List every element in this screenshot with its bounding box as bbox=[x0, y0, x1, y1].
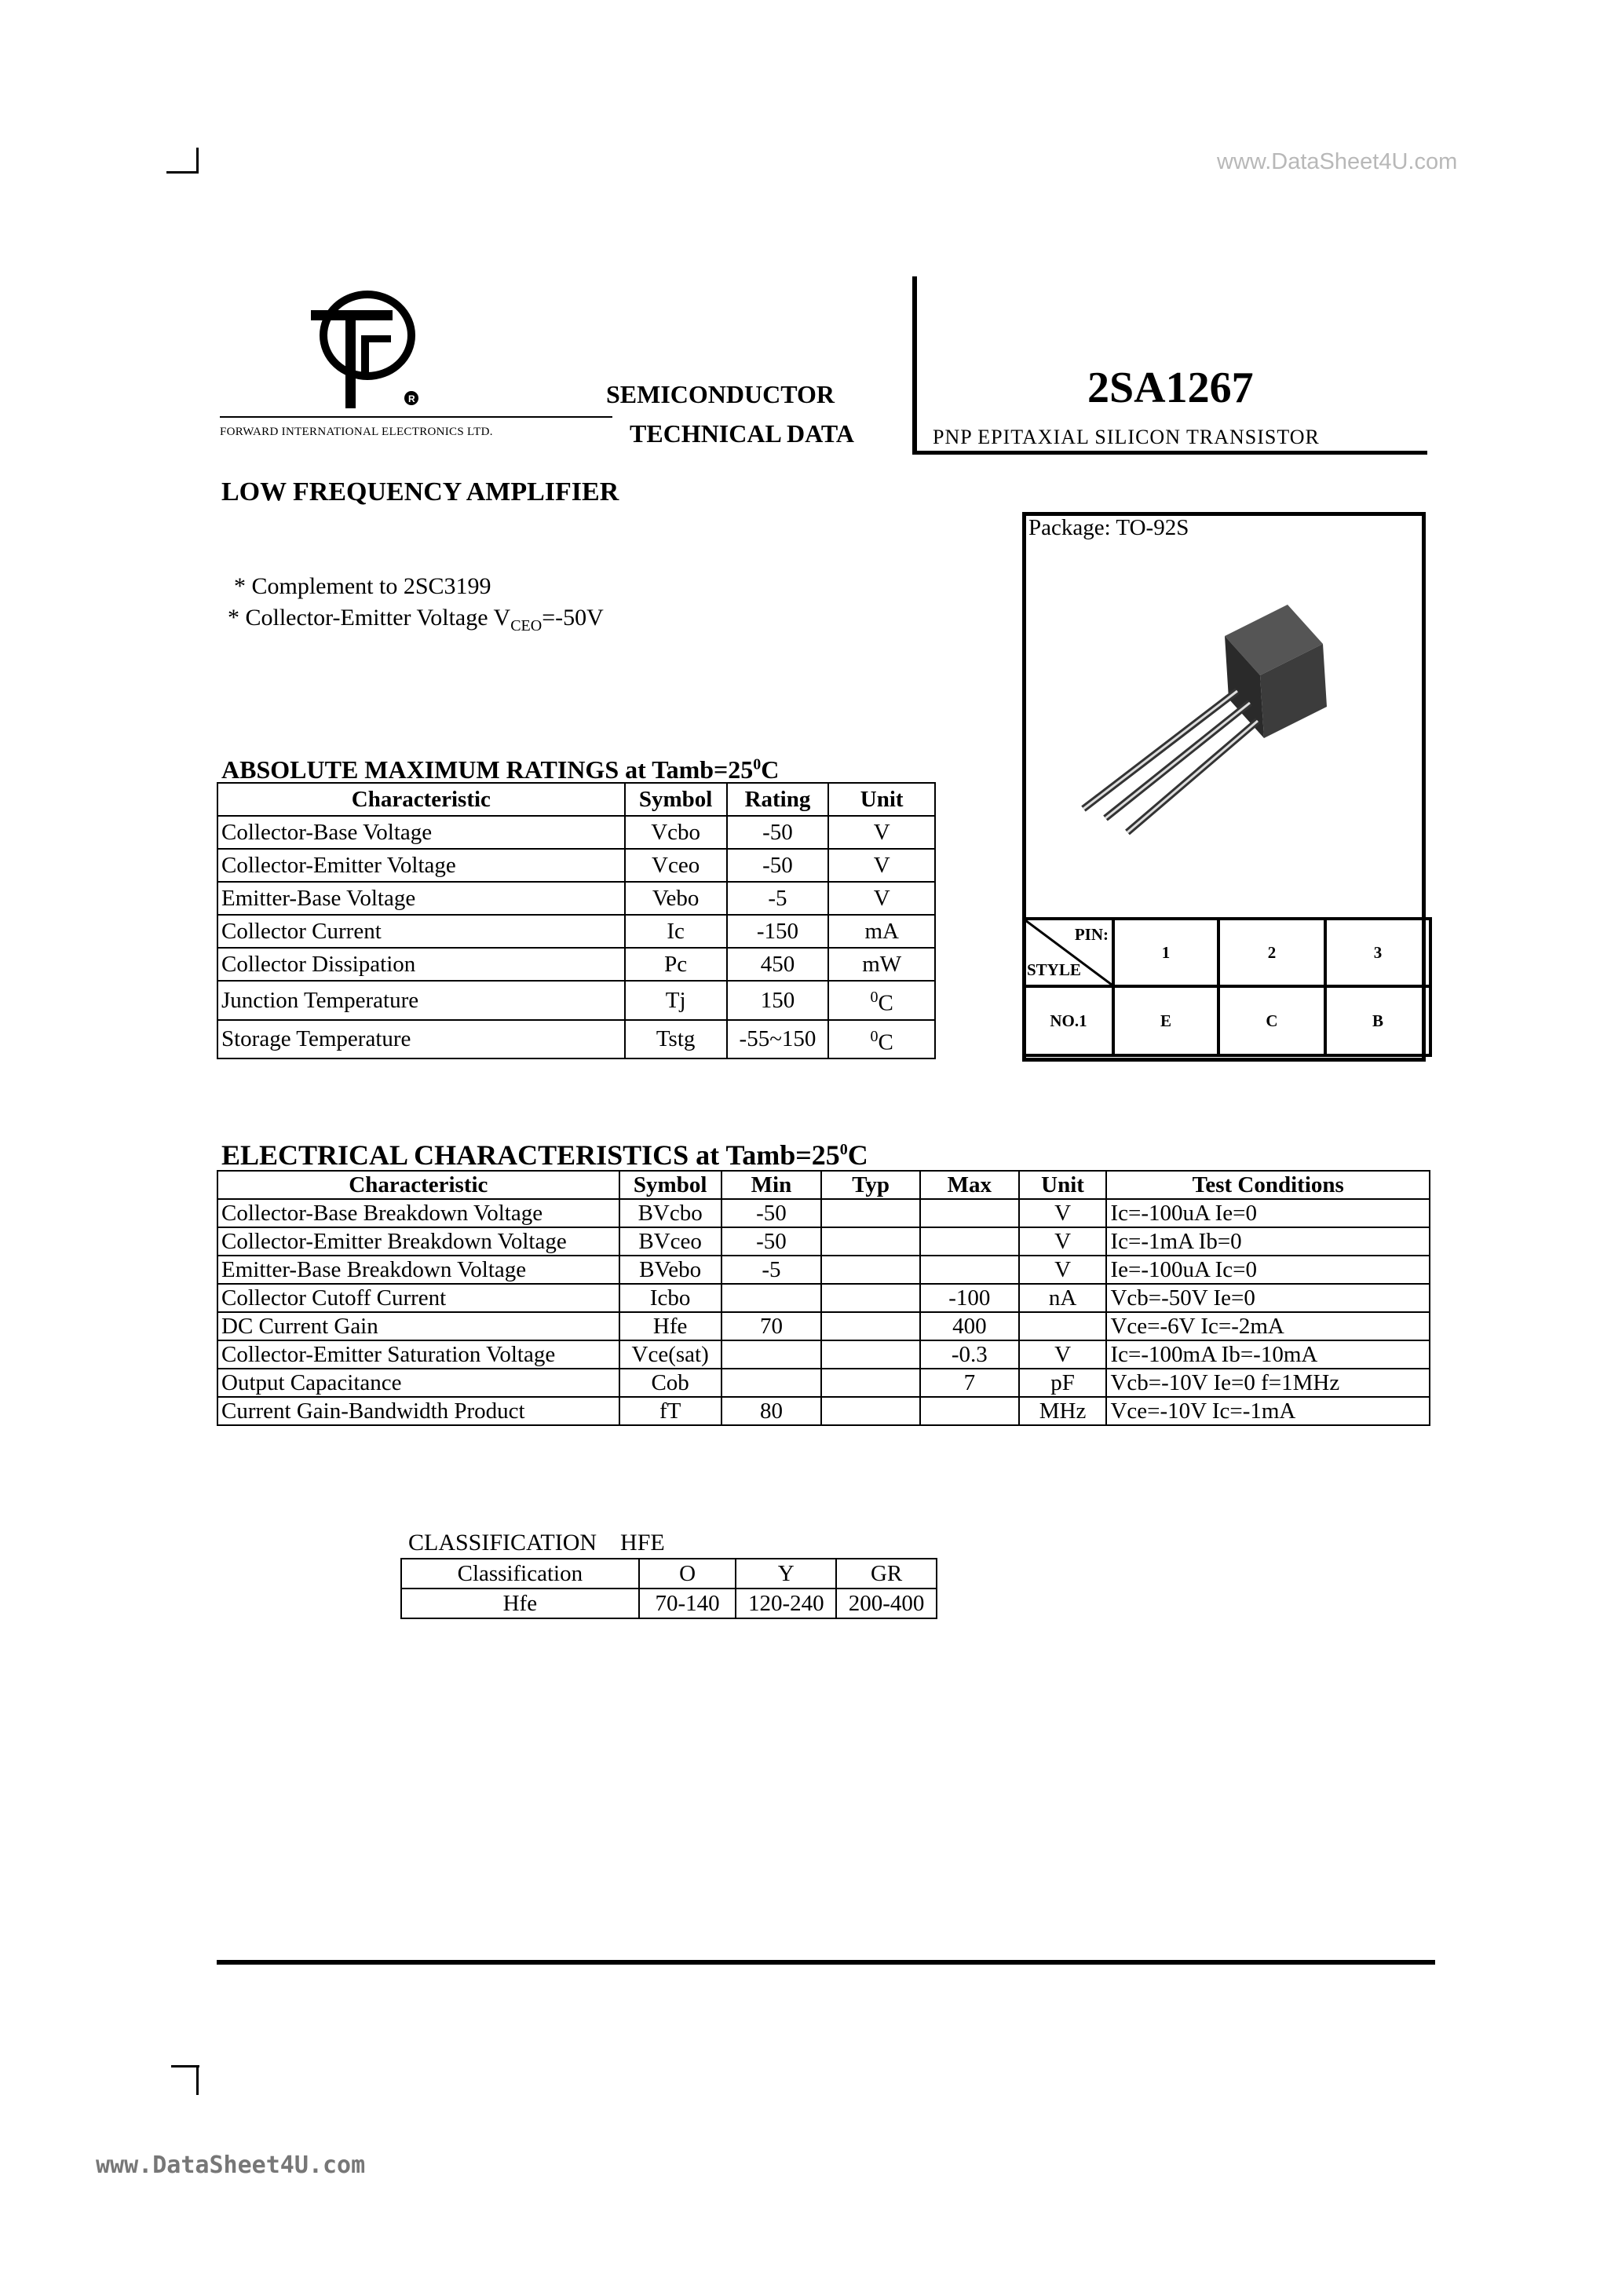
electrical-max: 400 bbox=[920, 1312, 1019, 1340]
electrical-max: 7 bbox=[920, 1369, 1019, 1397]
table-row bbox=[217, 948, 935, 981]
hfe-label: Hfe bbox=[401, 1589, 639, 1618]
watermark-top: www.DataSheet4U.com bbox=[1217, 149, 1458, 174]
classification-table bbox=[400, 1558, 937, 1619]
abs-max-title-sup: 0 bbox=[753, 755, 762, 773]
classification-y: Y bbox=[736, 1559, 836, 1589]
electrical-conditions: Vcb=-50V Ie=0 bbox=[1106, 1284, 1430, 1312]
electrical-min bbox=[721, 1340, 822, 1369]
to92s-package-image bbox=[1052, 573, 1397, 848]
electrical-typ bbox=[821, 1312, 920, 1340]
electrical-typ bbox=[821, 1256, 920, 1284]
abs-max-unit: V bbox=[828, 849, 935, 882]
electrical-symbol: Icbo bbox=[619, 1284, 721, 1312]
hfe-row bbox=[401, 1589, 937, 1618]
footer-rule bbox=[217, 1960, 1435, 1965]
abs-max-unit: V bbox=[828, 882, 935, 915]
crop-mark-bottom-vert bbox=[196, 2065, 199, 2095]
electrical-max bbox=[920, 1397, 1019, 1425]
abs-max-symbol: Ic bbox=[625, 915, 727, 948]
package-label: Package: TO-92S bbox=[1028, 515, 1189, 540]
abs-max-header-rating: Rating bbox=[727, 783, 829, 816]
abs-max-unit: mA bbox=[828, 915, 935, 948]
abs-max-title-suffix: C bbox=[761, 755, 780, 784]
electrical-char: Output Capacitance bbox=[217, 1369, 619, 1397]
abs-max-table bbox=[217, 782, 936, 1059]
electrical-unit: V bbox=[1019, 1199, 1107, 1227]
abs-max-header-unit: Unit bbox=[828, 783, 935, 816]
table-row bbox=[217, 1256, 1430, 1284]
technical-data-label: TECHNICAL DATA bbox=[630, 419, 854, 448]
semiconductor-label: SEMICONDUCTOR bbox=[606, 380, 835, 408]
pin-2: 2 bbox=[1218, 919, 1325, 986]
table-row bbox=[217, 1397, 1430, 1425]
electrical-min: 70 bbox=[721, 1312, 822, 1340]
electrical-max bbox=[920, 1256, 1019, 1284]
electrical-typ bbox=[821, 1284, 920, 1312]
abs-max-symbol: Vceo bbox=[625, 849, 727, 882]
abs-max-char: Junction Temperature bbox=[217, 981, 625, 1020]
hfe-range-gr: 200-400 bbox=[836, 1589, 937, 1618]
table-row bbox=[217, 1199, 1430, 1227]
classification-gr: GR bbox=[836, 1559, 937, 1589]
electrical-conditions: Vce=-10V Ic=-1mA bbox=[1106, 1397, 1430, 1425]
company-logo bbox=[305, 279, 446, 412]
table-row bbox=[217, 915, 935, 948]
feature-complement bbox=[234, 573, 491, 600]
electrical-symbol: Vce(sat) bbox=[619, 1340, 721, 1369]
electrical-symbol: Hfe bbox=[619, 1312, 721, 1340]
abs-max-unit-sup: 0 bbox=[870, 1027, 879, 1045]
hfe-range-o: 70-140 bbox=[639, 1589, 736, 1618]
part-number: 2SA1267 bbox=[1087, 364, 1254, 412]
abs-max-header-row bbox=[217, 783, 935, 816]
feature-complement-text: * Complement to 2SC3199 bbox=[234, 573, 491, 599]
electrical-max: -100 bbox=[920, 1284, 1019, 1312]
abs-max-rating: -50 bbox=[727, 816, 829, 849]
electrical-conditions: Ie=-100uA Ic=0 bbox=[1106, 1256, 1430, 1284]
electrical-header-min: Min bbox=[721, 1171, 822, 1199]
electrical-header-typ: Typ bbox=[821, 1171, 920, 1199]
electrical-char: DC Current Gain bbox=[217, 1312, 619, 1340]
abs-max-unit bbox=[828, 1020, 935, 1059]
classification-row bbox=[401, 1559, 937, 1589]
electrical-char: Collector-Base Breakdown Voltage bbox=[217, 1199, 619, 1227]
abs-max-unit-text: C bbox=[878, 1029, 893, 1055]
watermark-bottom: www.DataSheet4U.com bbox=[96, 2152, 366, 2179]
table-row bbox=[217, 849, 935, 882]
electrical-symbol: fT bbox=[619, 1397, 721, 1425]
electrical-char: Emitter-Base Breakdown Voltage bbox=[217, 1256, 619, 1284]
pin-style-row bbox=[1024, 986, 1430, 1055]
pin-1: 1 bbox=[1113, 919, 1218, 986]
electrical-typ bbox=[821, 1397, 920, 1425]
abs-max-symbol: Vebo bbox=[625, 882, 727, 915]
electrical-header-unit: Unit bbox=[1019, 1171, 1107, 1199]
table-row bbox=[217, 882, 935, 915]
hfe-range-y: 120-240 bbox=[736, 1589, 836, 1618]
table-row bbox=[217, 981, 935, 1020]
part-subtitle: PNP EPITAXIAL SILICON TRANSISTOR bbox=[933, 426, 1320, 448]
electrical-symbol: Cob bbox=[619, 1369, 721, 1397]
pin-3: 3 bbox=[1325, 919, 1430, 986]
electrical-max bbox=[920, 1199, 1019, 1227]
electrical-conditions: Vcb=-10V Ie=0 f=1MHz bbox=[1106, 1369, 1430, 1397]
electrical-conditions: Ic=-1mA Ib=0 bbox=[1106, 1227, 1430, 1256]
pin-header-row bbox=[1024, 919, 1430, 986]
pin-2-assignment: C bbox=[1218, 986, 1325, 1055]
classification-o: O bbox=[639, 1559, 736, 1589]
electrical-min: -5 bbox=[721, 1256, 822, 1284]
electrical-min bbox=[721, 1284, 822, 1312]
pin-1-assignment: E bbox=[1113, 986, 1218, 1055]
electrical-title-suffix: C bbox=[847, 1139, 868, 1171]
company-name: FORWARD INTERNATIONAL ELECTRONICS LTD. bbox=[220, 426, 493, 438]
abs-max-header-characteristic: Characteristic bbox=[217, 783, 625, 816]
electrical-title-sup: 0 bbox=[839, 1141, 848, 1158]
electrical-typ bbox=[821, 1369, 920, 1397]
abs-max-unit bbox=[828, 981, 935, 1020]
table-row bbox=[217, 1369, 1430, 1397]
electrical-unit: V bbox=[1019, 1256, 1107, 1284]
feature-vceo-suffix: =-50V bbox=[542, 605, 604, 631]
abs-max-symbol: Tstg bbox=[625, 1020, 727, 1059]
abs-max-char: Emitter-Base Voltage bbox=[217, 882, 625, 915]
abs-max-char: Collector-Base Voltage bbox=[217, 816, 625, 849]
abs-max-rating: -55~150 bbox=[727, 1020, 829, 1059]
electrical-title bbox=[221, 1139, 868, 1172]
electrical-max: -0.3 bbox=[920, 1340, 1019, 1369]
header-divider bbox=[912, 276, 917, 454]
classification-title: CLASSIFICATION HFE bbox=[408, 1530, 665, 1556]
abs-max-char: Collector-Emitter Voltage bbox=[217, 849, 625, 882]
electrical-conditions: Vce=-6V Ic=-2mA bbox=[1106, 1312, 1430, 1340]
abs-max-symbol: Tj bbox=[625, 981, 727, 1020]
electrical-conditions: Ic=-100uA Ie=0 bbox=[1106, 1199, 1430, 1227]
feature-vceo-prefix: * Collector-Emitter Voltage V bbox=[228, 605, 511, 631]
electrical-min: -50 bbox=[721, 1227, 822, 1256]
electrical-min: 80 bbox=[721, 1397, 822, 1425]
table-row bbox=[217, 1020, 935, 1059]
classification-label: Classification bbox=[401, 1559, 639, 1589]
abs-max-rating: 450 bbox=[727, 948, 829, 981]
abs-max-unit: mW bbox=[828, 948, 935, 981]
table-row bbox=[217, 816, 935, 849]
electrical-max bbox=[920, 1227, 1019, 1256]
table-row bbox=[217, 1284, 1430, 1312]
electrical-char: Collector-Emitter Breakdown Voltage bbox=[217, 1227, 619, 1256]
electrical-header-symbol: Symbol bbox=[619, 1171, 721, 1199]
electrical-unit: V bbox=[1019, 1340, 1107, 1369]
electrical-symbol: BVceo bbox=[619, 1227, 721, 1256]
abs-max-rating: -5 bbox=[727, 882, 829, 915]
abs-max-unit-text: C bbox=[878, 990, 893, 1016]
electrical-typ bbox=[821, 1340, 920, 1369]
abs-max-char: Collector Dissipation bbox=[217, 948, 625, 981]
crop-mark-bottom bbox=[171, 2065, 199, 2067]
electrical-unit bbox=[1019, 1312, 1107, 1340]
table-row bbox=[217, 1340, 1430, 1369]
electrical-typ bbox=[821, 1227, 920, 1256]
style-header-label: STYLE bbox=[1027, 960, 1081, 979]
electrical-symbol: BVcbo bbox=[619, 1199, 721, 1227]
header-rule-left bbox=[220, 416, 612, 418]
electrical-char: Current Gain-Bandwidth Product bbox=[217, 1397, 619, 1425]
pin-3-assignment: B bbox=[1325, 986, 1430, 1055]
abs-max-rating: -150 bbox=[727, 915, 829, 948]
feature-vceo-sub: CEO bbox=[510, 617, 542, 634]
electrical-header-max: Max bbox=[920, 1171, 1019, 1199]
electrical-unit: MHz bbox=[1019, 1397, 1107, 1425]
electrical-conditions: Ic=-100mA Ib=-10mA bbox=[1106, 1340, 1430, 1369]
pin-style-corner bbox=[1024, 919, 1113, 986]
abs-max-rating: 150 bbox=[727, 981, 829, 1020]
svg-text:R: R bbox=[408, 393, 415, 404]
document-title: LOW FREQUENCY AMPLIFIER bbox=[221, 477, 619, 506]
electrical-unit: pF bbox=[1019, 1369, 1107, 1397]
feature-vceo bbox=[228, 605, 604, 635]
electrical-header-characteristic: Characteristic bbox=[217, 1171, 619, 1199]
abs-max-unit-sup: 0 bbox=[870, 989, 879, 1006]
table-row bbox=[217, 1312, 1430, 1340]
pin-header-label: PIN: bbox=[1074, 925, 1109, 944]
crop-mark-top bbox=[166, 171, 198, 174]
abs-max-header-symbol: Symbol bbox=[625, 783, 727, 816]
abs-max-rating: -50 bbox=[727, 849, 829, 882]
abs-max-unit: V bbox=[828, 816, 935, 849]
abs-max-char: Collector Current bbox=[217, 915, 625, 948]
electrical-min: -50 bbox=[721, 1199, 822, 1227]
electrical-table bbox=[217, 1170, 1430, 1426]
electrical-symbol: BVebo bbox=[619, 1256, 721, 1284]
abs-max-symbol: Pc bbox=[625, 948, 727, 981]
table-row bbox=[217, 1227, 1430, 1256]
crop-mark-top-vert bbox=[196, 148, 199, 174]
electrical-char: Collector-Emitter Saturation Voltage bbox=[217, 1340, 619, 1369]
abs-max-char: Storage Temperature bbox=[217, 1020, 625, 1059]
electrical-char: Collector Cutoff Current bbox=[217, 1284, 619, 1312]
abs-max-title-prefix: ABSOLUTE MAXIMUM RATINGS at Tamb=25 bbox=[221, 755, 754, 784]
electrical-min bbox=[721, 1369, 822, 1397]
style-name: NO.1 bbox=[1024, 986, 1113, 1055]
header-rule-right bbox=[912, 451, 1427, 455]
electrical-typ bbox=[821, 1199, 920, 1227]
abs-max-title bbox=[221, 755, 779, 784]
pin-assignment-table bbox=[1022, 917, 1432, 1057]
electrical-header-conditions: Test Conditions bbox=[1106, 1171, 1430, 1199]
electrical-unit: V bbox=[1019, 1227, 1107, 1256]
electrical-unit: nA bbox=[1019, 1284, 1107, 1312]
abs-max-symbol: Vcbo bbox=[625, 816, 727, 849]
electrical-title-prefix: ELECTRICAL CHARACTERISTICS at Tamb=25 bbox=[221, 1139, 840, 1171]
electrical-header-row bbox=[217, 1171, 1430, 1199]
